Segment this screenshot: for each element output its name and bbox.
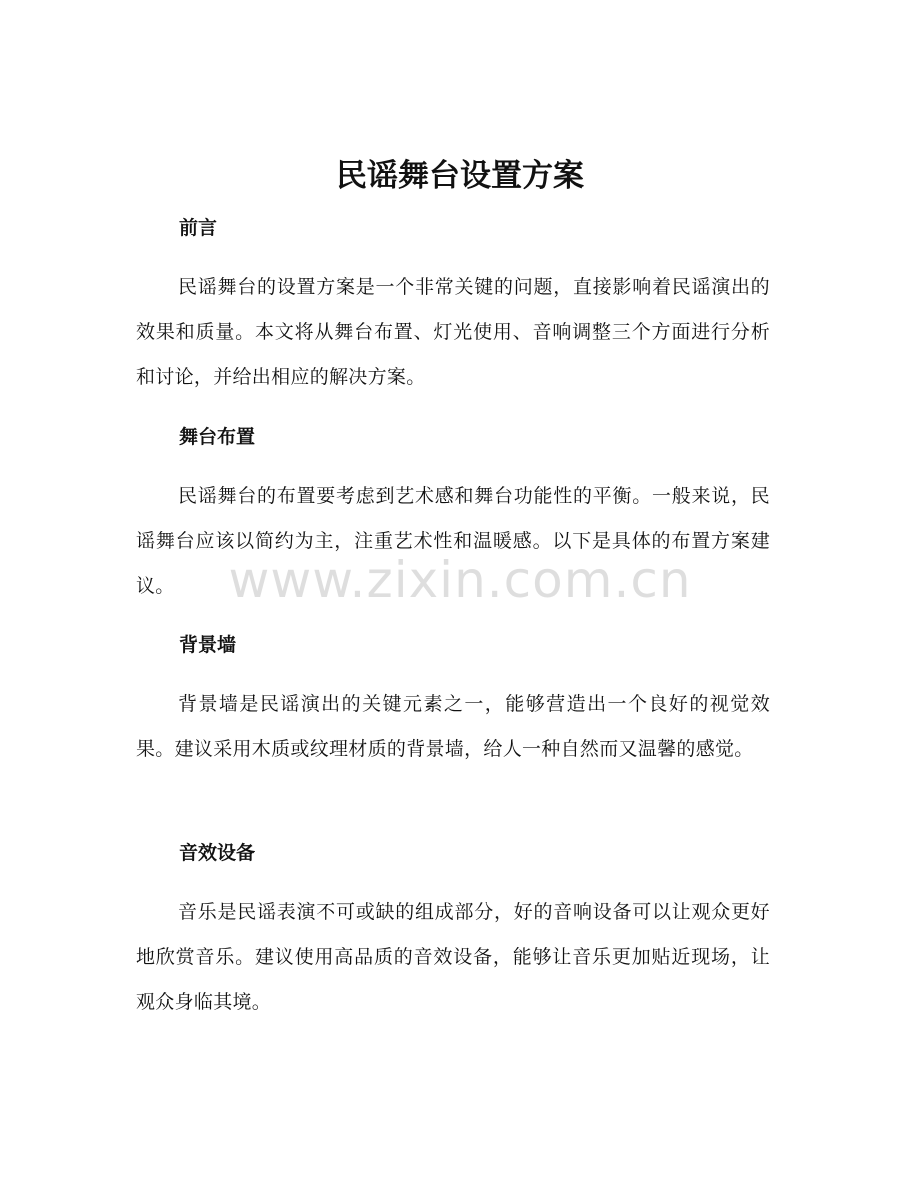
section-heading-sound-equipment: 音效设备 [179, 842, 256, 864]
section-heading-stage-layout: 舞台布置 [179, 426, 256, 448]
section-paragraph-sound-equipment: 音乐是民谣表演不可或缺的组成部分，好的音响设备可以让观众更好地欣赏音乐。建议使用高品质的音效设备，能够让音乐更加贴近现场，让观众身临其境。 [136, 901, 770, 1013]
watermark-text: www.zixin.com.cn [228, 551, 692, 609]
document-title: 民谣舞台设置方案 [336, 158, 584, 194]
section-paragraph-backdrop-wall: 背景墙是民谣演出的关键元素之一，能够营造出一个良好的视觉效果。建议采用木质或纹理材质的背景墙，给人一种自然而又温馨的感觉。 [136, 693, 770, 760]
section-paragraph-stage-layout: 民谣舞台的布置要考虑到艺术感和舞台功能性的平衡。一般来说，民谣舞台应该以简约为主，注重艺术性和温暖感。以下是具体的布置方案建议。 [136, 485, 770, 597]
section-heading-preface: 前言 [179, 217, 218, 239]
section-heading-backdrop-wall: 背景墙 [179, 634, 237, 656]
section-paragraph-preface: 民谣舞台的设置方案是一个非常关键的问题，直接影响着民谣演出的效果和质量。本文将从舞台布置、灯光使用、音响调整三个方面进行分析和讨论，并给出相应的解决方案。 [136, 276, 770, 388]
